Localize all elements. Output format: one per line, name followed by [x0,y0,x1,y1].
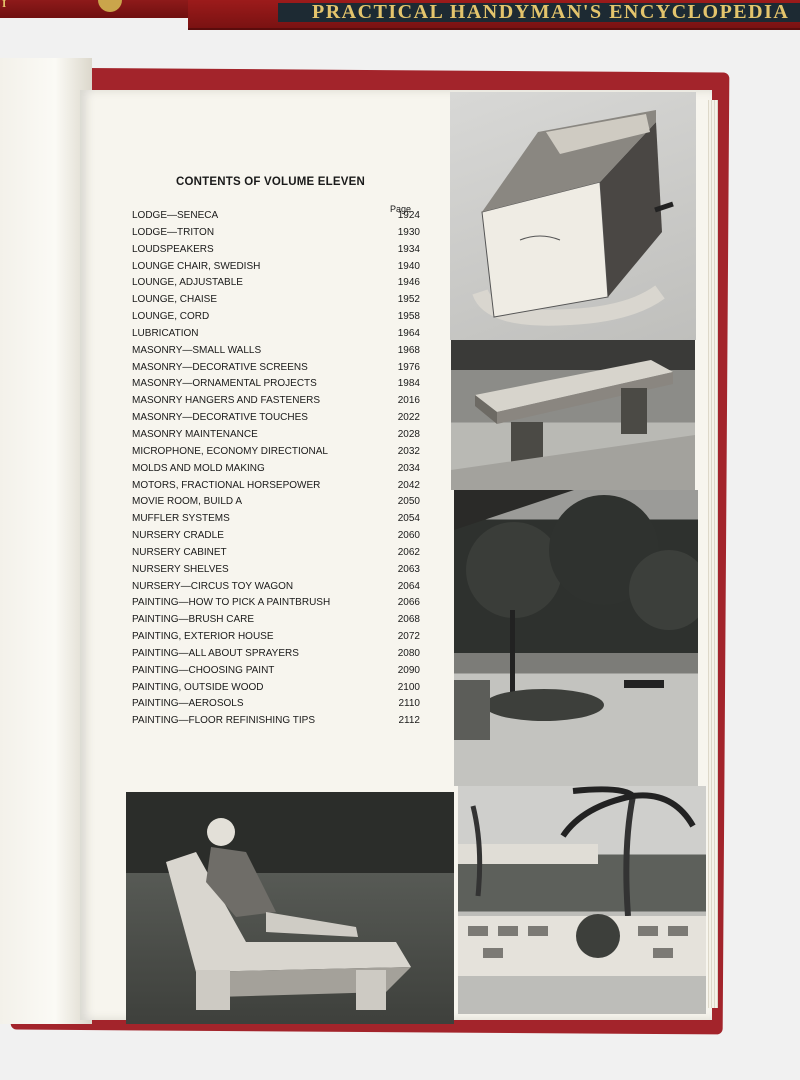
entry-page-number: 1976 [397,361,420,373]
entry-page-number: 2062 [397,546,420,558]
contents-entry [124,562,420,579]
contents-entry [124,259,420,276]
contents-entry [124,410,420,427]
entry-title: MASONRY HANGERS AND FASTENERS [132,395,321,407]
entry-title: NURSERY SHELVES [132,563,229,575]
masonry-bench-photo [451,340,695,490]
contents-entry [124,478,420,495]
palm-patio-photo [458,786,706,1014]
entry-page-number: 2042 [397,479,420,491]
contents-entry [124,528,420,545]
contents-entry [124,713,420,730]
contents-entry [124,579,420,596]
entry-title: LUBRICATION [132,327,199,339]
entry-page-number: 2022 [397,412,420,424]
entry-title: LODGE—SENECA [132,210,219,221]
entry-title: PAINTING, OUTSIDE WOOD [132,681,264,693]
book-spine [188,0,800,30]
entry-title: PAINTING, EXTERIOR HOUSE [132,631,274,643]
entry-title: PAINTING—FLOOR REFINISHING TIPS [132,715,315,727]
contents-entry [124,309,420,326]
contents-entry [124,427,420,444]
entry-title: LOUNGE, CHAISE [132,294,218,306]
entry-page-number: 2090 [397,664,420,676]
entry-title: LOUDSPEAKERS [132,243,214,255]
entry-title: MASONRY—DECORATIVE SCREENS [132,361,308,373]
page-edges [708,100,718,1008]
contents-entry [124,680,420,697]
contents-entry [124,494,420,511]
contents-entry [124,208,420,225]
contents-entry [124,646,420,663]
entry-page-number: 2072 [397,631,420,643]
spine-title: PRACTICAL HANDYMAN'S ENCYCLOPEDIA [312,1,790,23]
contents-entry [124,360,420,377]
entry-title: PAINTING—HOW TO PICK A PAINTBRUSH [132,597,331,609]
entry-title: PAINTING—ALL ABOUT SPRAYERS [132,647,299,659]
entry-title: MASONRY—SMALL WALLS [132,344,262,356]
entry-page-number: 2034 [397,462,420,474]
entry-title: NURSERY CRADLE [132,530,224,542]
contents-entry [124,326,420,343]
contents-entry [124,595,420,612]
entry-title: PAINTING—CHOOSING PAINT [132,664,275,676]
contents-heading: CONTENTS OF VOLUME ELEVEN [176,176,366,188]
entry-title: MASONRY MAINTENANCE [132,428,258,440]
entry-title: PAINTING—AEROSOLS [132,698,244,710]
entry-title: LOUNGE, CORD [132,311,210,323]
entry-title: LODGE—TRITON [132,226,215,238]
contents-entry [124,545,420,562]
chaise-lounge-photo [126,792,454,1024]
contents-entry [124,696,420,713]
entry-page-number: 1930 [397,226,420,238]
page-column-header: Page [390,204,412,214]
contents-entry [124,461,420,478]
entry-page-number: 1958 [397,311,420,323]
entry-page-number: 2032 [397,445,420,457]
entry-title: LOUNGE, ADJUSTABLE [132,277,243,289]
entry-page-number: 2066 [397,597,420,609]
contents-entry [124,612,420,629]
entry-title: MASONRY—ORNAMENTAL PROJECTS [132,378,317,390]
cradle-photo [450,92,696,340]
entry-page-number: 2054 [397,513,420,525]
entry-page-number: 2080 [397,647,420,659]
entry-page-number: 1964 [397,327,420,339]
spine-mark: I [2,0,9,10]
contents-entry [124,393,420,410]
entry-page-number: 1984 [397,378,420,390]
entry-title: MOVIE ROOM, BUILD A [132,496,243,508]
entry-title: MOTORS, FRACTIONAL HORSEPOWER [132,479,321,491]
contents-entry [124,629,420,646]
contents-entry [124,376,420,393]
table-of-contents [124,176,420,730]
contents-entry [124,663,420,680]
entry-page-number: 2016 [397,395,420,407]
entry-page-number: 1952 [397,294,420,306]
left-page [0,58,92,1024]
entry-page-number: 2060 [397,530,420,542]
contents-entry [124,275,420,292]
patio-yard-photo [454,490,698,786]
entry-title: NURSERY—CIRCUS TOY WAGON [132,580,294,592]
entry-page-number: 1940 [397,260,420,272]
entry-title: LOUNGE CHAIR, SWEDISH [132,260,261,272]
entry-page-number: 2028 [397,428,420,440]
entry-page-number: 2050 [397,496,420,508]
contents-entry [124,343,420,360]
entry-page-number: 1968 [397,344,420,356]
entry-page-number: 2112 [398,715,420,727]
contents-list [124,208,420,730]
entry-page-number: 2100 [397,681,420,693]
entry-title: MICROPHONE, ECONOMY DIRECTIONAL [132,445,328,457]
crest-emblem-icon [98,0,122,12]
entry-page-number: 1924 [397,210,420,221]
entry-title: MUFFLER SYSTEMS [132,513,230,525]
contents-entry [124,225,420,242]
entry-page-number: 1946 [397,277,420,289]
entry-title: NURSERY CABINET [132,546,227,558]
entry-title: PAINTING—BRUSH CARE [132,614,255,626]
left-book-spine [0,0,188,18]
entry-page-number: 2063 [397,563,420,575]
entry-title: MASONRY—DECORATIVE TOUCHES [132,412,308,424]
entry-page-number: 2110 [398,698,420,710]
entry-page-number: 1934 [397,243,420,255]
entry-title: MOLDS AND MOLD MAKING [132,462,265,474]
entry-page-number: 2068 [397,614,420,626]
contents-entry [124,444,420,461]
contents-entry [124,511,420,528]
entry-page-number: 2064 [397,580,420,592]
contents-entry [124,242,420,259]
contents-entry [124,292,420,309]
